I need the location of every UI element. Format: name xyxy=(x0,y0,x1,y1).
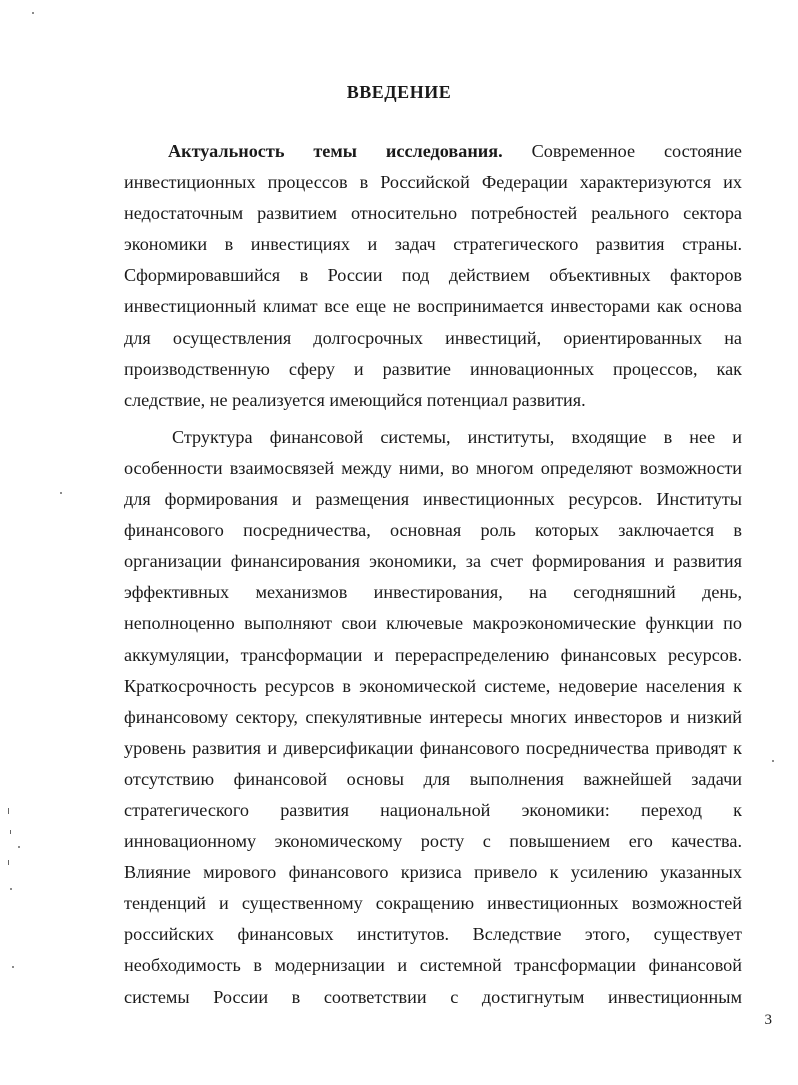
text-line: экономики в инвестициях и задач стратегического развития страны. xyxy=(124,234,742,255)
scan-speck xyxy=(32,12,34,14)
text-line: производственную сферу и развитие инновационных процессов, как xyxy=(124,358,742,379)
section-lead: Актуальность темы исследования. xyxy=(168,141,503,161)
scan-speck xyxy=(12,966,14,968)
text-line xyxy=(124,136,742,167)
page-number: 3 xyxy=(764,1012,772,1028)
text-line: инновационному экономическому росту с повышением его качества. xyxy=(124,831,742,852)
scan-speck xyxy=(772,760,774,762)
scan-speck xyxy=(10,830,11,834)
scan-speck xyxy=(8,808,9,814)
text-line: недостаточным развитием относительно потребностей реального сектора xyxy=(124,203,742,224)
body-text xyxy=(124,136,742,1013)
text-line: эффективных механизмов инвестирования, на сегодняшний день, xyxy=(124,582,742,603)
text-line: следствие, не реализуется имеющийся потенциал развития. xyxy=(124,389,586,410)
scan-speck xyxy=(8,860,9,865)
text-line: инвестиционный климат все еще не воспринимается инвесторами как основа xyxy=(124,296,742,317)
text-line: системы России в соответствии с достигнутым инвестиционным xyxy=(124,986,742,1007)
text-line: отсутствию финансовой основы для выполнения важнейшей задачи xyxy=(124,768,742,789)
text-line: инвестиционных процессов в Российской Федерации характеризуются их xyxy=(124,172,742,193)
paragraph-relevance xyxy=(124,136,742,416)
text-line: тенденций и существенному сокращению инвестиционных возможностей xyxy=(124,893,742,914)
scan-speck xyxy=(60,492,62,494)
text-line: для формирования и размещения инвестиционных ресурсов. Институты xyxy=(124,489,742,510)
text-line: Структура финансовой системы, институты, входящие в нее и xyxy=(172,426,742,447)
scan-speck xyxy=(18,846,20,848)
text-line: финансового посредничества, основная роль которых заключается в xyxy=(124,520,742,541)
text-line: Краткосрочность ресурсов в экономической системе, недоверие населения к xyxy=(124,675,742,696)
paragraph-financial-system xyxy=(124,422,742,1013)
text-line: Сформировавшийся в России под действием объективных факторов xyxy=(124,265,742,286)
text-line: особенности взаимосвязей между ними, во многом определяют возможности xyxy=(124,457,742,478)
text-line: аккумуляции, трансформации и перераспределению финансовых ресурсов. xyxy=(124,644,742,665)
text-line: необходимость в модернизации и системной трансформации финансовой xyxy=(124,955,742,976)
page-title: ВВЕДЕНИЕ xyxy=(346,82,452,102)
scan-speck xyxy=(10,888,12,890)
text-line: уровень развития и диверсификации финансового посредничества приводят к xyxy=(124,737,742,758)
text-line: для осуществления долгосрочных инвестиций, ориентированных на xyxy=(124,327,742,348)
text-line: финансовому сектору, спекулятивные интересы многих инвесторов и низкий xyxy=(124,706,742,727)
text-line: организации финансирования экономики, за счет формирования и развития xyxy=(124,551,742,572)
text-line: стратегического развития национальной экономики: переход к xyxy=(124,799,742,820)
text-fragment: Современное состояние xyxy=(531,141,743,161)
text-line: неполноценно выполняют свои ключевые макроэкономические функции по xyxy=(124,613,742,634)
text-line: российских финансовых институтов. Вследствие этого, существует xyxy=(124,924,742,945)
text-line: Влияние мирового финансового кризиса привело к усилению указанных xyxy=(124,862,742,883)
